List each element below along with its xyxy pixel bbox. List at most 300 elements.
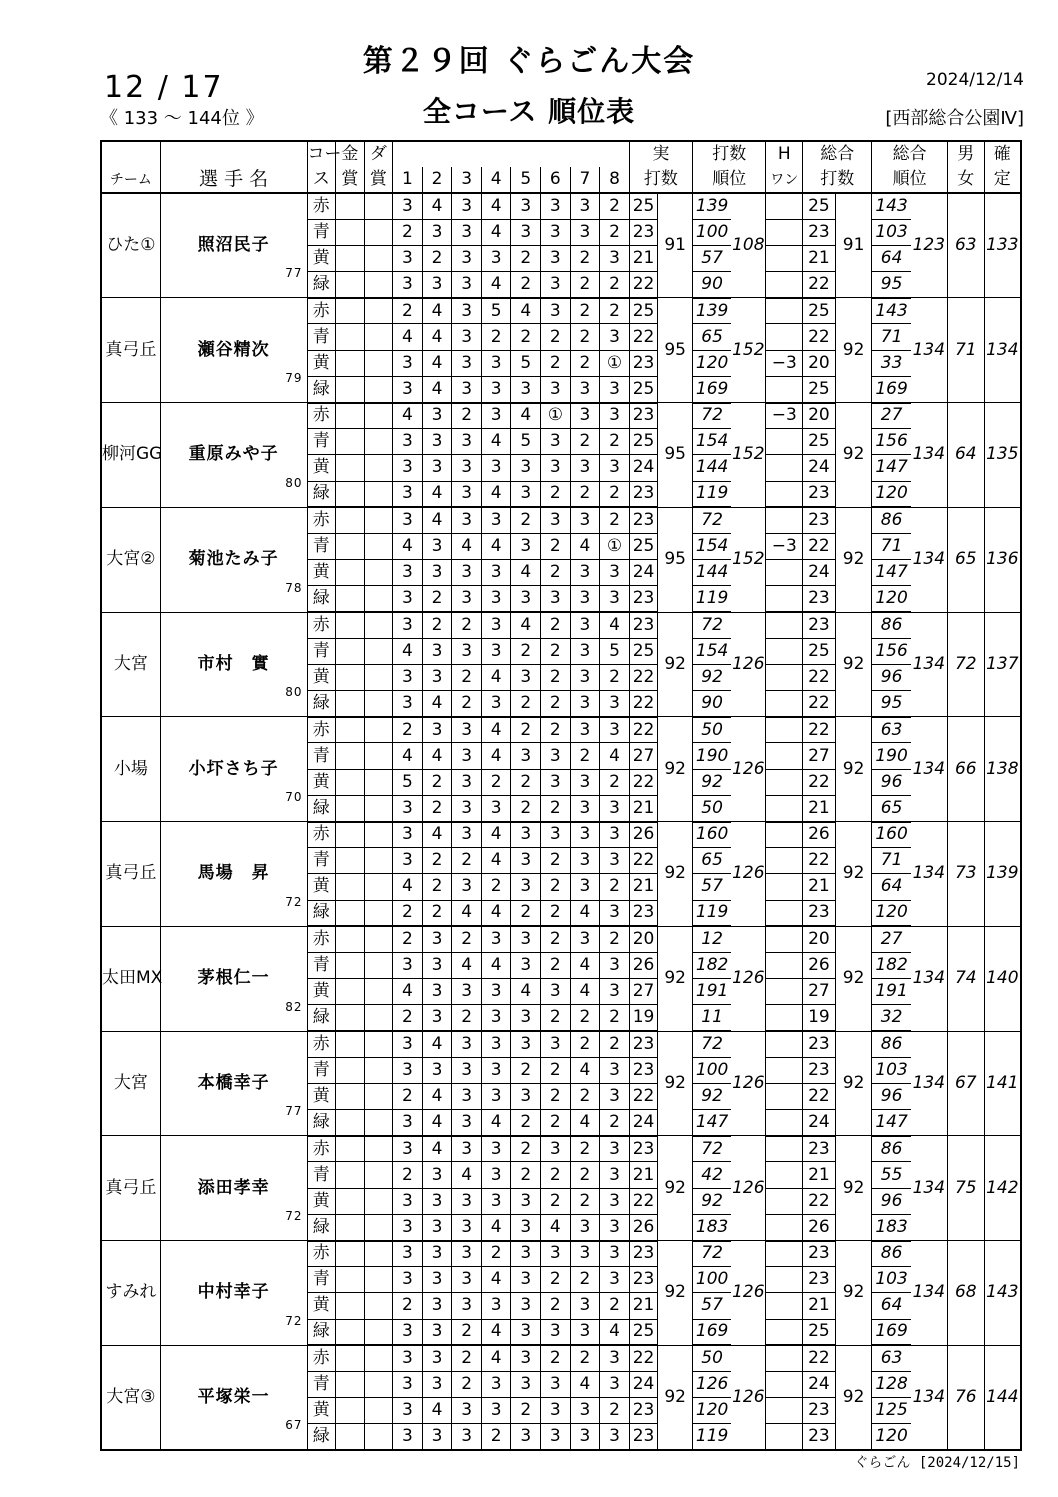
hole-score: 3 (422, 1424, 452, 1450)
hole-score: 2 (393, 219, 423, 245)
course-strokes: 22 (629, 717, 658, 743)
course-cell: 青 (307, 324, 336, 350)
hole-score: 2 (541, 560, 571, 586)
hole-score: 3 (452, 795, 482, 821)
hole-in-one (766, 1398, 803, 1424)
course-total-rank: 71 (872, 848, 911, 874)
table-row (101, 298, 1021, 324)
course-total: 22 (803, 533, 836, 559)
hole-score: 3 (452, 717, 482, 743)
gold-prize-cell (336, 219, 365, 245)
hole-score: 3 (481, 350, 511, 376)
course-total-rank: 120 (872, 481, 911, 507)
hole-score: 4 (452, 952, 482, 978)
hole-score: 2 (422, 769, 452, 795)
player-name-text: 小圷さち子 (188, 758, 279, 779)
course-total: 22 (803, 848, 836, 874)
hole-in-one (766, 638, 803, 664)
hole-in-one (766, 1083, 803, 1109)
hole-score: 3 (393, 1188, 423, 1214)
da-prize-cell (364, 1214, 393, 1240)
hole-score: 3 (511, 455, 541, 481)
hole-score: 2 (541, 848, 571, 874)
hole-score: 3 (393, 1267, 423, 1293)
course-cell: 緑 (307, 900, 336, 926)
hole-score: 2 (570, 350, 600, 376)
total-strokes: 92 (835, 1136, 872, 1241)
course-rank: 169 (693, 376, 732, 402)
gold-prize-cell (336, 1005, 365, 1031)
hole-score: 3 (393, 822, 423, 848)
hole-score: 3 (570, 1424, 600, 1450)
course-cell: 赤 (307, 1136, 336, 1162)
gold-prize-cell (336, 1371, 365, 1397)
hole-score: 2 (422, 245, 452, 271)
hole-score: 3 (511, 926, 541, 952)
da-prize-cell (364, 1319, 393, 1345)
total-rank-header-top: 総合 (872, 141, 947, 167)
hole-score: 2 (511, 1057, 541, 1083)
hole-score: 2 (541, 1267, 571, 1293)
hole-in-one (766, 298, 803, 324)
gender-rank: 67 (947, 1031, 984, 1136)
actual-strokes: 91 (658, 193, 693, 298)
course-total-rank: 128 (872, 1371, 911, 1397)
hole-score: 2 (481, 1241, 511, 1267)
course-rank: 119 (693, 481, 732, 507)
hole-score: 3 (393, 1057, 423, 1083)
da-prize-cell (364, 1031, 393, 1057)
final-rank: 133 (984, 193, 1021, 298)
hole-header: 1 (393, 167, 423, 193)
course-cell: 赤 (307, 612, 336, 638)
player-age: 67 (285, 1418, 303, 1432)
final-rank: 140 (984, 926, 1021, 1031)
table-row (101, 1345, 1021, 1371)
final-rank: 136 (984, 507, 1021, 612)
course-total: 21 (803, 874, 836, 900)
hole-header: 6 (541, 167, 571, 193)
hole-score: 2 (541, 1057, 571, 1083)
course-total: 23 (803, 612, 836, 638)
hole-score: 2 (511, 900, 541, 926)
final-rank: 142 (984, 1136, 1021, 1241)
table-row (101, 612, 1021, 638)
hole-in-one (766, 193, 803, 219)
course-total: 21 (803, 1293, 836, 1319)
course-cell: 赤 (307, 717, 336, 743)
hole-score: 3 (393, 272, 423, 298)
da-prize-cell (364, 1057, 393, 1083)
hole-score: 3 (600, 245, 630, 271)
da-prize-cell (364, 455, 393, 481)
da-prize-cell (364, 979, 393, 1005)
hole-score: 3 (600, 900, 630, 926)
hole-score: 4 (481, 481, 511, 507)
hole-score: 2 (541, 1345, 571, 1371)
da-prize-cell (364, 1110, 393, 1136)
course-cell: 赤 (307, 926, 336, 952)
hole-score: 2 (541, 324, 571, 350)
hole-score: 4 (452, 900, 482, 926)
hole-in-one (766, 1162, 803, 1188)
hole-score: 2 (452, 1319, 482, 1345)
hole-score: 2 (570, 298, 600, 324)
gold-prize-cell (336, 900, 365, 926)
hole-score: 3 (511, 533, 541, 559)
gold-prize-cell (336, 507, 365, 533)
gold-prize-cell (336, 533, 365, 559)
da-prize-cell (364, 664, 393, 690)
course-cell: 黄 (307, 1398, 336, 1424)
hole-score: 3 (393, 1371, 423, 1397)
hole-score: 4 (511, 403, 541, 429)
hole-score: 4 (481, 900, 511, 926)
gender-rank: 76 (947, 1345, 984, 1450)
hole-score: 3 (570, 1319, 600, 1345)
hole-score: 3 (452, 507, 482, 533)
hole-score: 2 (570, 429, 600, 455)
hole-score: 3 (600, 1083, 630, 1109)
hole-score: 4 (481, 717, 511, 743)
gold-prize-cell (336, 717, 365, 743)
da-prize-cell (364, 324, 393, 350)
hole-score: 3 (511, 1005, 541, 1031)
hole-in-one (766, 507, 803, 533)
hole-in-one (766, 455, 803, 481)
hole-score: ① (600, 350, 630, 376)
course-total-rank: 27 (872, 403, 911, 429)
course-strokes: 23 (629, 403, 658, 429)
hole-score: 3 (600, 795, 630, 821)
hole-score: 3 (541, 822, 571, 848)
hole-score: 3 (422, 219, 452, 245)
total-strokes: 92 (835, 298, 872, 403)
hole-score: 2 (600, 219, 630, 245)
course-total: 23 (803, 507, 836, 533)
hole-score: 3 (422, 533, 452, 559)
course-strokes: 23 (629, 612, 658, 638)
hole-score: 3 (481, 612, 511, 638)
hole-score: 4 (481, 429, 511, 455)
gold-prize-cell (336, 429, 365, 455)
course-rank: 119 (693, 1424, 732, 1450)
hole-score: 3 (600, 586, 630, 612)
hole-score: 3 (452, 1057, 482, 1083)
hole-score: 3 (570, 795, 600, 821)
hole-score: 3 (422, 429, 452, 455)
course-cell: 青 (307, 1267, 336, 1293)
final-rank: 139 (984, 822, 1021, 927)
hole-score: 3 (541, 1136, 571, 1162)
strokes-rank: 152 (731, 403, 766, 508)
gold-prize-cell (336, 1188, 365, 1214)
hole-score: 3 (393, 193, 423, 219)
course-cell: 赤 (307, 822, 336, 848)
team-cell: 柳河GG (101, 403, 160, 508)
hole-score: 4 (393, 874, 423, 900)
gold-prize-cell (336, 481, 365, 507)
hole-score: 4 (600, 1319, 630, 1345)
hole-score: 2 (600, 1110, 630, 1136)
da-prize-cell (364, 1136, 393, 1162)
hole-score: 2 (600, 1293, 630, 1319)
page-subtitle: 全コース 順位表 (422, 95, 636, 128)
course-strokes: 24 (629, 1371, 658, 1397)
hole-score: 3 (422, 1319, 452, 1345)
hole-score: 2 (481, 324, 511, 350)
hole-score: 4 (570, 1110, 600, 1136)
hole-score: 4 (422, 376, 452, 402)
total-strokes: 92 (835, 1031, 872, 1136)
course-total: 23 (803, 1267, 836, 1293)
gold-prize-cell (336, 324, 365, 350)
hole-score: 3 (511, 1267, 541, 1293)
da-prize-cell (364, 403, 393, 429)
hole-score: 4 (393, 324, 423, 350)
course-rank: 57 (693, 1293, 732, 1319)
hole-score: 3 (452, 245, 482, 271)
course-total-rank: 27 (872, 926, 911, 952)
course-total: 20 (803, 926, 836, 952)
hole-score: 3 (481, 403, 511, 429)
hole-score: 3 (452, 324, 482, 350)
hole-in-one (766, 219, 803, 245)
course-total: 22 (803, 1345, 836, 1371)
course-strokes: 23 (629, 1031, 658, 1057)
hole-score: 3 (511, 874, 541, 900)
course-rank: 57 (693, 874, 732, 900)
course-total: 20 (803, 350, 836, 376)
strokes-rank: 126 (731, 1241, 766, 1346)
hole-score: 2 (600, 874, 630, 900)
course-cell: 緑 (307, 1005, 336, 1031)
gold-prize-cell (336, 848, 365, 874)
hole-score: 3 (570, 1293, 600, 1319)
hole-in-one (766, 1371, 803, 1397)
hole-score: 3 (570, 926, 600, 952)
hole-score: 3 (393, 1214, 423, 1240)
actual-strokes: 95 (658, 507, 693, 612)
hole-score: 3 (452, 638, 482, 664)
course-cell: 緑 (307, 586, 336, 612)
team-cell: 大宮② (101, 507, 160, 612)
hole-score: 2 (422, 612, 452, 638)
course-total-rank: 86 (872, 1031, 911, 1057)
hole-score: 4 (422, 298, 452, 324)
hole-score: 3 (422, 717, 452, 743)
course-strokes: 21 (629, 1293, 658, 1319)
hole-score: 4 (481, 193, 511, 219)
hole-score: 2 (393, 1293, 423, 1319)
total-header-top: 総合 (803, 141, 872, 167)
da-prize-cell (364, 219, 393, 245)
total-strokes: 92 (835, 1241, 872, 1346)
course-rank: 139 (693, 193, 732, 219)
hole-score: 2 (600, 1031, 630, 1057)
course-cell: 緑 (307, 691, 336, 717)
hole-score: 3 (511, 952, 541, 978)
hole-in-one (766, 1319, 803, 1345)
hole-in-one (766, 1057, 803, 1083)
actual-strokes: 92 (658, 1345, 693, 1450)
course-strokes: 25 (629, 1319, 658, 1345)
hole-score: 3 (511, 1188, 541, 1214)
hole-score: 2 (541, 533, 571, 559)
hole-score: 3 (422, 926, 452, 952)
hole-score: 3 (481, 1031, 511, 1057)
total-rank: 134 (911, 1241, 948, 1346)
hole-in-one (766, 1293, 803, 1319)
hole-score: 3 (393, 586, 423, 612)
course-strokes: 26 (629, 1214, 658, 1240)
hole-score: 3 (541, 1241, 571, 1267)
hole-score: 2 (541, 795, 571, 821)
hole-score: 3 (511, 848, 541, 874)
hole-score: 3 (481, 795, 511, 821)
hole-score: 3 (393, 481, 423, 507)
hole-score: 2 (541, 717, 571, 743)
course-total: 24 (803, 1371, 836, 1397)
hole-score: 3 (600, 848, 630, 874)
actual-strokes: 92 (658, 926, 693, 1031)
actual-strokes: 92 (658, 1241, 693, 1346)
hole-score: 5 (511, 350, 541, 376)
hole-score: 3 (570, 376, 600, 402)
hole-score: 4 (422, 822, 452, 848)
hole-score: ① (541, 403, 571, 429)
hole-score: 2 (481, 769, 511, 795)
course-total-rank: 156 (872, 429, 911, 455)
course-total-rank: 190 (872, 743, 911, 769)
hole-in-one (766, 717, 803, 743)
hole-score: 3 (452, 769, 482, 795)
hole-score: 3 (481, 507, 511, 533)
hole-score: 2 (600, 272, 630, 298)
hole-score: 3 (422, 1162, 452, 1188)
hole-score: 3 (393, 795, 423, 821)
hole-score: 3 (541, 1319, 571, 1345)
hole-score: 4 (481, 822, 511, 848)
hole-in-one (766, 429, 803, 455)
hole-score: 2 (570, 1136, 600, 1162)
hole-score: 3 (393, 848, 423, 874)
course-cell: 青 (307, 533, 336, 559)
hole-score: 5 (393, 769, 423, 795)
course-strokes: 23 (629, 350, 658, 376)
hole-score: 3 (541, 272, 571, 298)
hole-score: 3 (481, 1398, 511, 1424)
hole-header-spacer (393, 141, 630, 167)
player-name (160, 1136, 307, 1241)
hole-score: 2 (600, 298, 630, 324)
hole-score: 3 (570, 193, 600, 219)
strokes-rank: 126 (731, 1345, 766, 1450)
hole-score: 2 (452, 1005, 482, 1031)
da-prize-cell (364, 1005, 393, 1031)
actual-strokes: 92 (658, 1136, 693, 1241)
hole-score: 2 (600, 507, 630, 533)
da-prize-cell (364, 560, 393, 586)
hole-score: 3 (452, 1031, 482, 1057)
course-strokes: 22 (629, 272, 658, 298)
gold-prize-cell (336, 979, 365, 1005)
hole-score: 2 (600, 1398, 630, 1424)
gold-prize-cell (336, 612, 365, 638)
hole-score: 5 (481, 298, 511, 324)
hole-score: 4 (481, 848, 511, 874)
course-total: 25 (803, 376, 836, 402)
hole-score: 2 (600, 429, 630, 455)
gold-prize-cell (336, 1136, 365, 1162)
course-total: 23 (803, 1136, 836, 1162)
hole-in-one (766, 1188, 803, 1214)
da-prize-cell (364, 376, 393, 402)
da-prize-cell (364, 874, 393, 900)
hole-score: 3 (481, 926, 511, 952)
hole-score: 3 (541, 455, 571, 481)
hole-score: 3 (541, 1424, 571, 1450)
hole-score: 4 (422, 324, 452, 350)
player-name-text: 照沼民子 (197, 235, 270, 256)
hole-score: 3 (570, 1214, 600, 1240)
name-header-label: 選 手 名 (160, 167, 307, 193)
hole-score: 3 (481, 1136, 511, 1162)
hole-in-one (766, 586, 803, 612)
hole-score: 3 (393, 350, 423, 376)
course-total-rank: 71 (872, 324, 911, 350)
hole-score: 4 (511, 298, 541, 324)
hole-score: 3 (511, 219, 541, 245)
final-rank: 138 (984, 717, 1021, 822)
course-total-rank: 143 (872, 298, 911, 324)
hole-score: 4 (511, 612, 541, 638)
total-rank-header-bottom: 順位 (872, 167, 947, 193)
player-age: 72 (285, 1209, 303, 1223)
hole-score: 2 (541, 481, 571, 507)
course-cell: 緑 (307, 272, 336, 298)
hole-score: 4 (481, 1319, 511, 1345)
hole-score: 3 (422, 664, 452, 690)
hole-score: 4 (481, 272, 511, 298)
course-rank: 120 (693, 350, 732, 376)
actual-strokes: 92 (658, 612, 693, 717)
hole-score: 3 (481, 1057, 511, 1083)
course-cell: 黄 (307, 1188, 336, 1214)
hole-score: 3 (600, 1214, 630, 1240)
course-rank: 50 (693, 717, 732, 743)
hole-score: 4 (481, 952, 511, 978)
total-strokes: 92 (835, 612, 872, 717)
course-cell: 青 (307, 638, 336, 664)
course-total: 20 (803, 403, 836, 429)
hole-in-one (766, 1345, 803, 1371)
player-name (160, 193, 307, 298)
gold-prize-cell (336, 926, 365, 952)
course-total: 23 (803, 586, 836, 612)
hole-in-one (766, 1005, 803, 1031)
course-strokes: 26 (629, 952, 658, 978)
course-cell: 黄 (307, 664, 336, 690)
course-strokes: 22 (629, 848, 658, 874)
hole-score: 3 (541, 298, 571, 324)
gold-prize-cell (336, 272, 365, 298)
hole-in-one (766, 272, 803, 298)
gender-rank: 72 (947, 612, 984, 717)
gold-prize-cell (336, 769, 365, 795)
da-prize-cell (364, 586, 393, 612)
hole-score: 2 (600, 664, 630, 690)
